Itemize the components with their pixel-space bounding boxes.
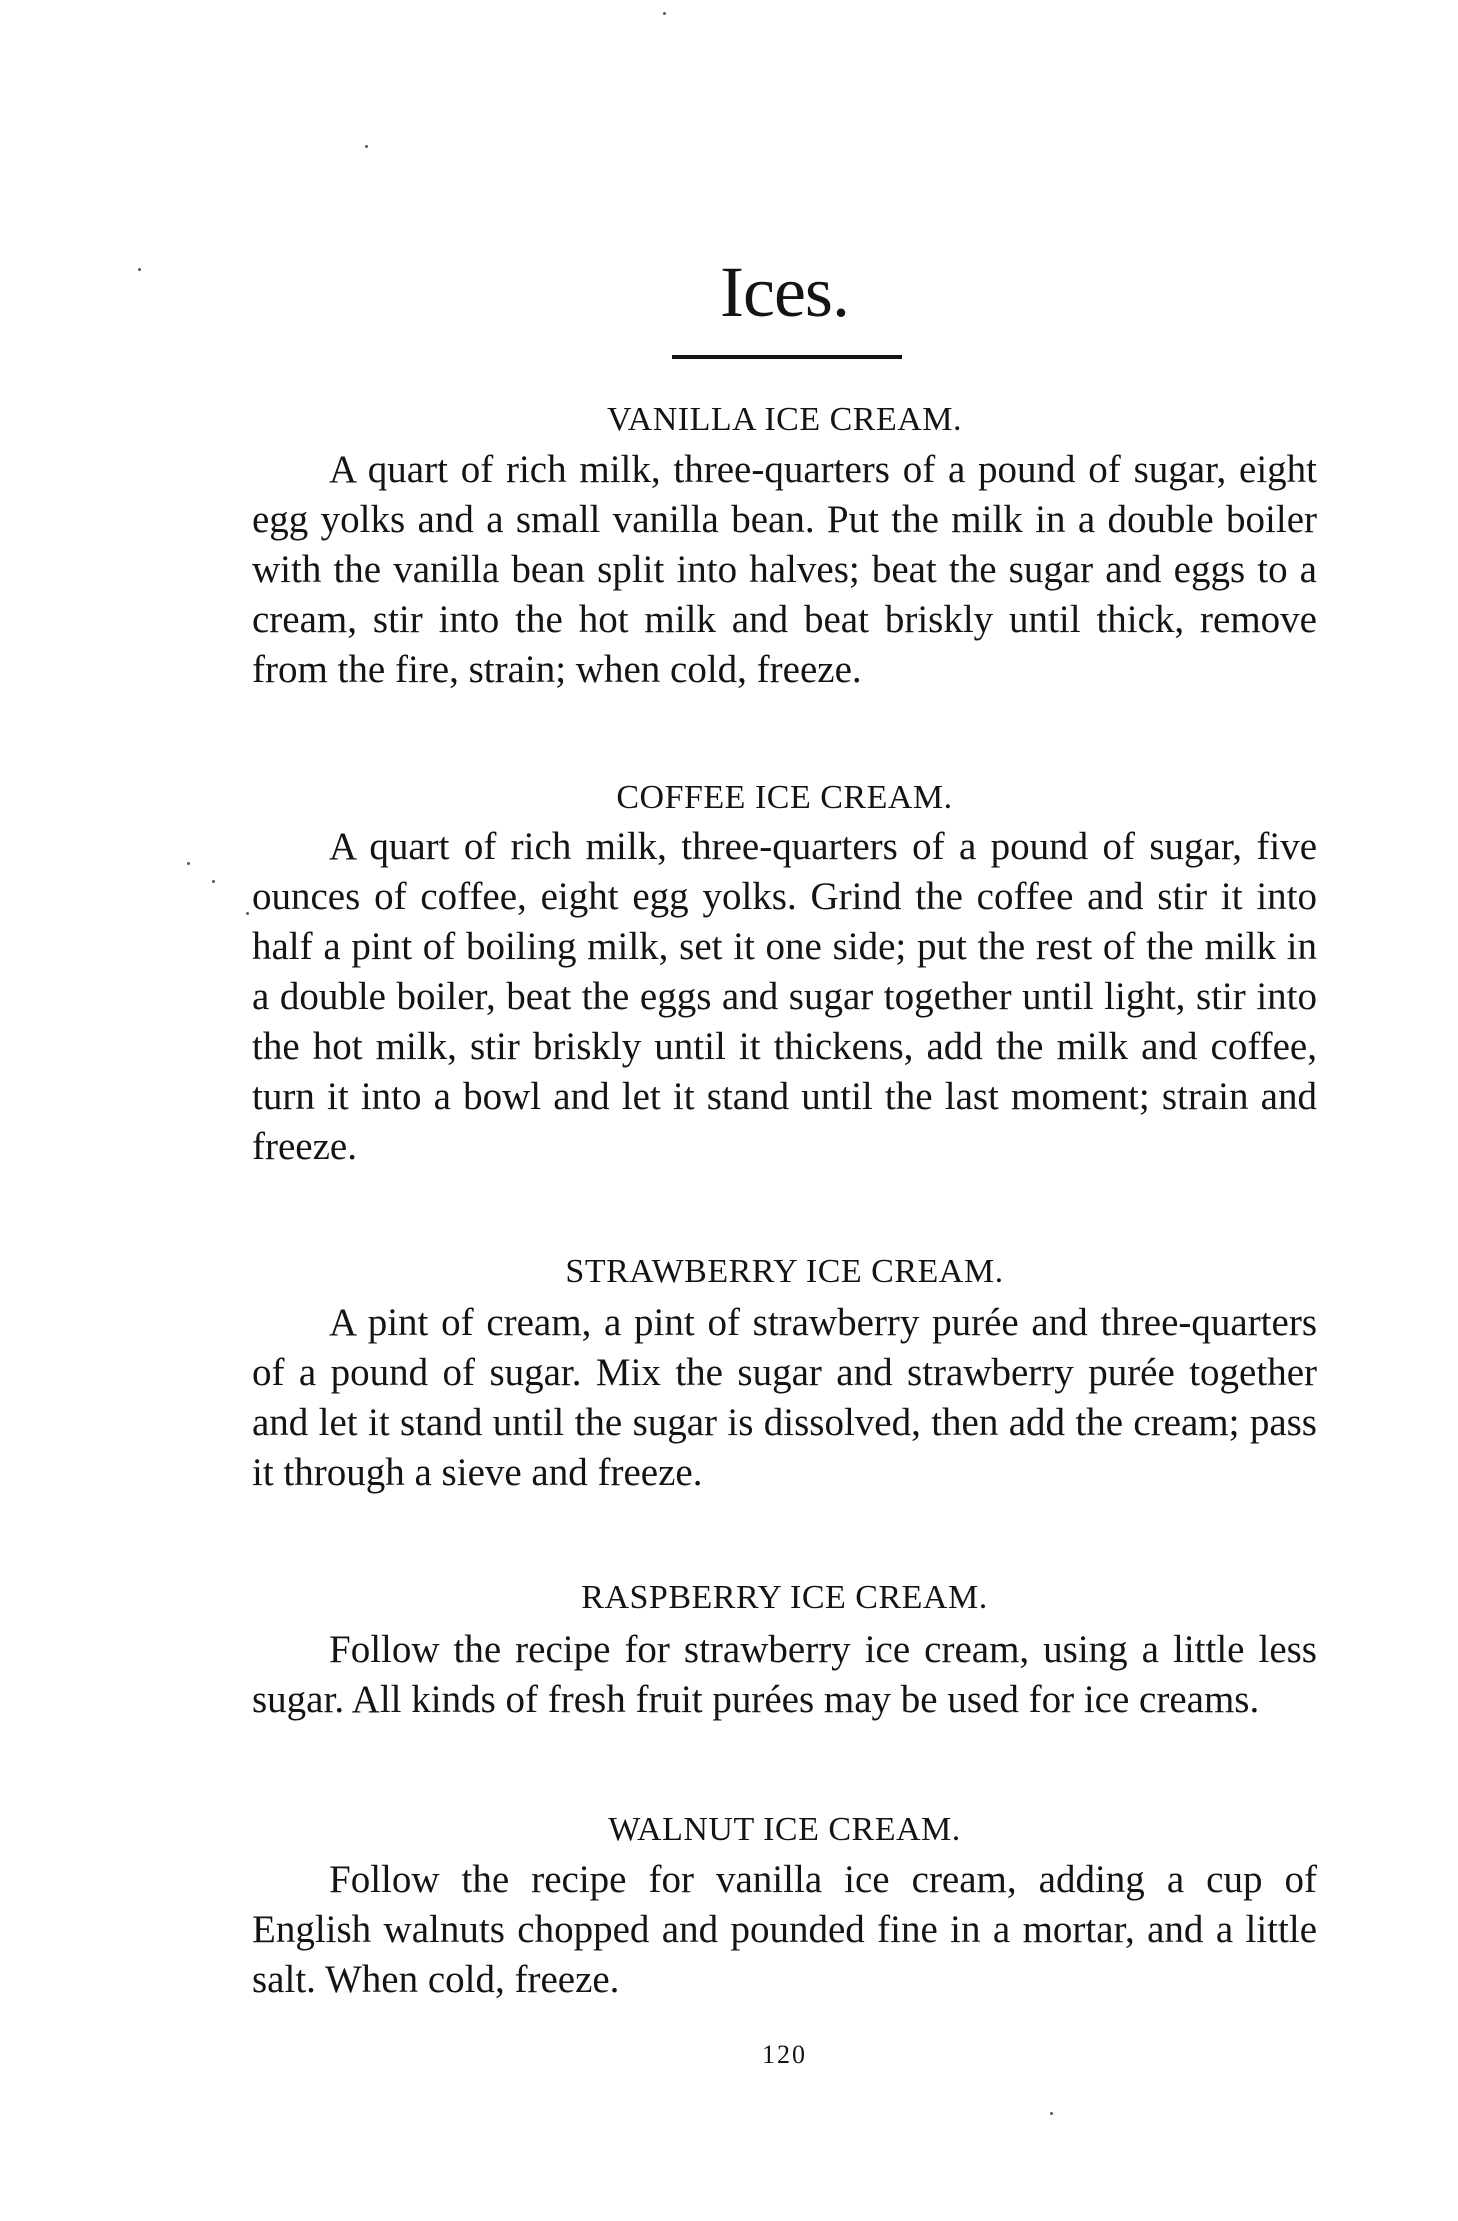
recipe-body-strawberry: A pint of cream, a pint of strawberry purée and three-quarters of a pound of sugar. Mix the sugar and strawberry purée together and let it stand until the sugar is dissolved, then add the cream; pass it through a sieve and freeze. bbox=[252, 1301, 1317, 1494]
recipe-heading-coffee: COFFEE ICE CREAM. bbox=[616, 779, 953, 816]
recipe-body-vanilla: A quart of rich milk, three-quarters of a pound of sugar, eight egg yolks and a small vanilla bean. Put the milk in a double boiler with the vanilla bean split into halves; beat the sugar and eggs to a cream, stir into the hot milk and beat briskly until thick, remove from the fire, strain; when cold, freeze. bbox=[252, 448, 1317, 691]
book-page bbox=[252, 0, 1317, 2221]
recipe-body-raspberry: Follow the recipe for strawberry ice cream, using a little less sugar. All kinds of fresh fruit purées may be used for ice creams. bbox=[252, 1628, 1317, 1721]
page-number: 120 bbox=[762, 2040, 807, 2069]
recipe-heading-raspberry: RASPBERRY ICE CREAM. bbox=[581, 1579, 988, 1616]
recipe-body-coffee: A quart of rich milk, three-quarters of a pound of sugar, five ounces of coffee, eight egg yolks. Grind the coffee and stir it into half a pint of boiling milk, set it one side; put the rest of the milk in a double boiler, beat the eggs and sugar together until light, stir into the hot milk, stir briskly until it thickens, add the milk and coffee, turn it into a bowl and let it stand until the last moment; strain and freeze. bbox=[252, 825, 1317, 1168]
recipe-heading-vanilla: VANILLA ICE CREAM. bbox=[607, 401, 962, 438]
print-speck bbox=[138, 268, 141, 271]
chapter-title: Ices. bbox=[720, 252, 849, 332]
recipe-heading-walnut: WALNUT ICE CREAM. bbox=[608, 1811, 961, 1848]
print-speck bbox=[246, 912, 249, 915]
recipe-heading-strawberry: STRAWBERRY ICE CREAM. bbox=[565, 1253, 1004, 1290]
title-rule bbox=[672, 355, 902, 359]
recipe-body-walnut: Follow the recipe for vanilla ice cream, adding a cup of English walnuts chopped and pounded fine in a mortar, and a little salt. When cold, freeze. bbox=[252, 1858, 1317, 2001]
print-speck bbox=[187, 862, 190, 865]
print-speck bbox=[212, 880, 215, 883]
